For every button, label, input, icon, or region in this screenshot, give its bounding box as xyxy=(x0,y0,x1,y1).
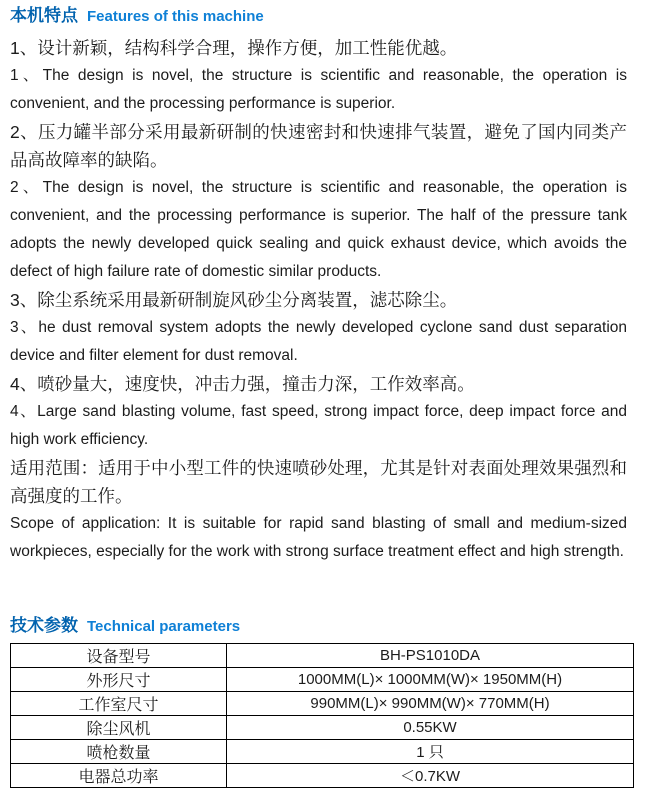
feature-paragraph: 2、压力罐半部分采用最新研制的快速密封和快速排气装置，避免了国内同类产品高故障率的缺陷。 xyxy=(10,122,627,170)
feature-paragraph: 4、Large sand blasting volume, fast speed, strong impact force, deep impact force and high work efficiency. xyxy=(10,403,627,448)
parameter-value: 990MM(L)× 990MM(W)× 770MM(H) xyxy=(227,692,634,716)
feature-paragraph: 适用范围：适用于中小型工件的快速喷砂处理，尤其是针对表面处理效果强烈和高强度的工作。 xyxy=(10,458,627,506)
parameter-label: 设备型号 xyxy=(11,644,227,668)
feature-paragraph: 4、喷砂量大，速度快，冲击力强，撞击力深，工作效率高。 xyxy=(10,374,475,394)
features-heading-zh: 本机特点 xyxy=(10,6,78,25)
feature-paragraph: 3、he dust removal system adopts the newly developed cyclone sand dust separation device and filter element for dust removal. xyxy=(10,319,627,364)
table-row xyxy=(11,668,634,692)
table-row xyxy=(11,716,634,740)
features-paragraph-list xyxy=(10,34,627,566)
parameter-value: BH-PS1010DA xyxy=(227,644,634,668)
feature-paragraph: Scope of application: It is suitable for rapid sand blasting of small and medium-sized workpieces, especially for the work with strong surface treatment effect and high strength. xyxy=(10,515,627,560)
parameter-value: 1 只 xyxy=(227,740,634,764)
feature-paragraph: 1、The design is novel, the structure is scientific and reasonable, the operation is convenient, and the processing performance is superior. xyxy=(10,67,627,112)
feature-paragraph: 1、设计新颖，结构科学合理，操作方便，加工性能优越。 xyxy=(10,38,458,58)
table-row xyxy=(11,764,634,788)
parameter-value: 1000MM(L)× 1000MM(W)× 1950MM(H) xyxy=(227,668,634,692)
parameter-label: 外形尺寸 xyxy=(11,668,227,692)
parameter-label: 电器总功率 xyxy=(11,764,227,788)
features-heading-en: Features of this machine xyxy=(87,8,264,25)
feature-paragraph: 2、The design is novel, the structure is scientific and reasonable, the operation is convenient, and the processing performance is superior. The half of the pressure tank adopts the newly developed quick sealing and quick exhaust device, which avoids the defect of high failure rate of domestic similar products. xyxy=(10,179,627,280)
parameter-value: ＜0.7KW xyxy=(227,764,634,788)
parameter-value: 0.55KW xyxy=(227,716,634,740)
table-row xyxy=(11,644,634,668)
parameter-label: 除尘风机 xyxy=(11,716,227,740)
table-row xyxy=(11,692,634,716)
parameter-label: 喷枪数量 xyxy=(11,740,227,764)
parameters-heading-zh: 技术参数 xyxy=(10,616,78,635)
features-heading xyxy=(10,6,627,27)
table-row xyxy=(11,740,634,764)
parameters-heading xyxy=(10,616,627,637)
parameter-label: 工作室尺寸 xyxy=(11,692,227,716)
parameters-table xyxy=(10,643,634,788)
feature-paragraph: 3、除尘系统采用最新研制旋风砂尘分离装置，滤芯除尘。 xyxy=(10,290,458,310)
parameters-heading-en: Technical parameters xyxy=(87,618,241,635)
